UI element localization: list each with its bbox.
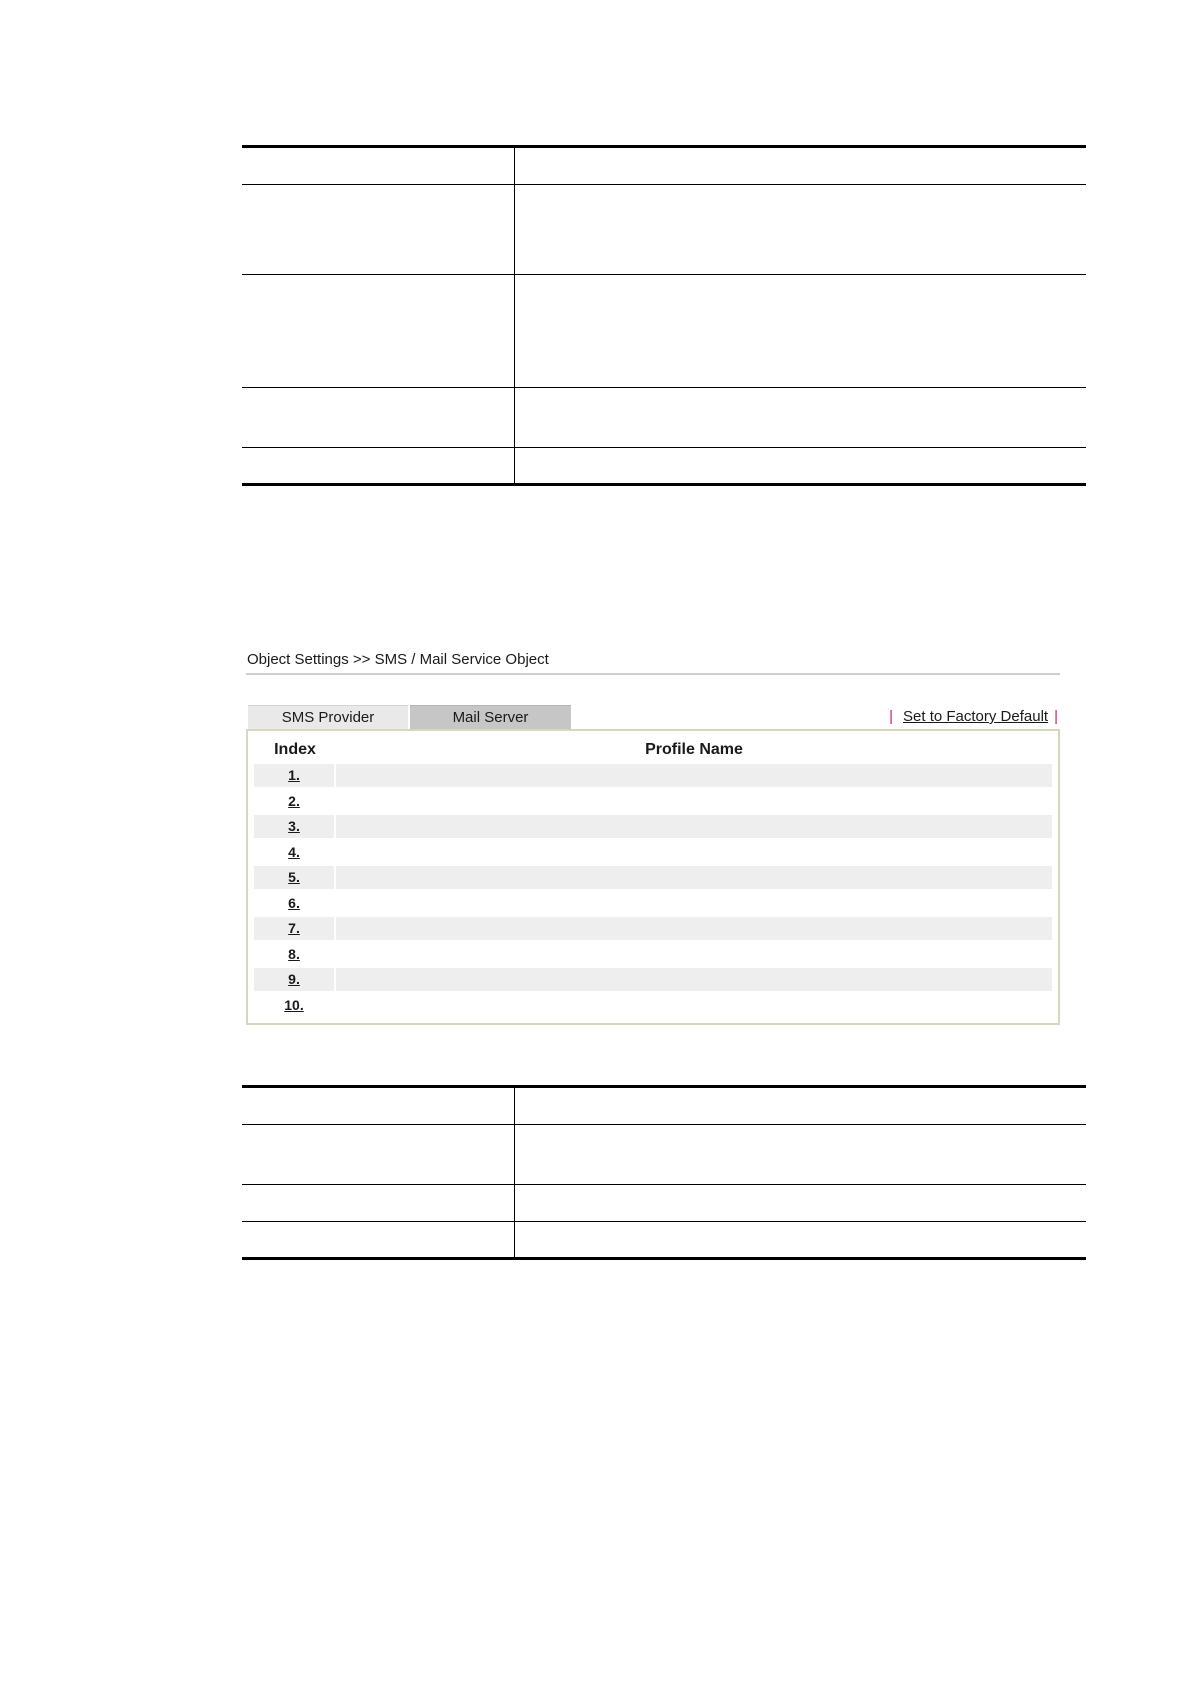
profile-index-link[interactable]: 4.	[288, 843, 300, 860]
profile-name-cell	[336, 994, 1052, 1017]
doc-table-top-cell	[242, 147, 515, 185]
row-index-cell	[254, 841, 334, 864]
set-to-factory-default-link[interactable]: Set to Factory Default	[903, 708, 1049, 725]
row-index-cell	[254, 943, 334, 966]
doc-table-top-cell	[515, 275, 1087, 388]
doc-table-bottom-cell	[242, 1222, 515, 1259]
doc-table-bottom-cell	[515, 1125, 1087, 1185]
profile-index-link[interactable]: 5.	[288, 869, 300, 885]
doc-table-top-cell	[515, 448, 1087, 485]
tab-bar	[246, 705, 1060, 729]
profile-index-link[interactable]: 1.	[288, 767, 300, 783]
profile-list	[246, 729, 1060, 1025]
profile-name-cell	[336, 815, 1052, 838]
doc-table-bottom-cell	[515, 1185, 1087, 1222]
profile-name-cell	[336, 866, 1052, 889]
doc-table-top-cell	[515, 147, 1087, 185]
profile-name-cell	[336, 917, 1052, 940]
profile-name-cell	[336, 943, 1052, 966]
table-row	[254, 764, 1052, 787]
row-index-cell	[254, 815, 334, 838]
table-row	[254, 790, 1052, 813]
doc-table-bottom-cell	[242, 1125, 515, 1185]
separator-pipe: |	[889, 708, 894, 725]
row-index-cell	[254, 764, 334, 787]
factory-default-area	[889, 705, 1058, 728]
profile-name-cell	[336, 764, 1052, 787]
doc-table-top-cell	[515, 388, 1087, 448]
doc-table-bottom	[242, 1085, 1086, 1260]
profile-name-cell	[336, 841, 1052, 864]
doc-table-bottom-cell	[242, 1185, 515, 1222]
doc-table-bottom-cell	[242, 1087, 515, 1125]
table-row	[254, 815, 1052, 838]
tab-mail-server[interactable]: Mail Server	[410, 705, 571, 729]
table-row	[254, 841, 1052, 864]
tab-sms-provider[interactable]: SMS Provider	[248, 705, 408, 729]
table-row	[254, 943, 1052, 966]
doc-table-top	[242, 145, 1086, 486]
doc-table-top-cell	[242, 388, 515, 448]
profile-name-cell	[336, 790, 1052, 813]
table-row	[254, 917, 1052, 940]
profile-index-link[interactable]: 10.	[284, 996, 304, 1013]
column-header-profile-name: Profile Name	[645, 741, 743, 758]
breadcrumb: Object Settings >> SMS / Mail Service Object	[246, 647, 1060, 675]
doc-table-top-cell	[515, 185, 1087, 275]
doc-table-top-cell	[242, 185, 515, 275]
list-header	[254, 736, 1052, 764]
profile-name-cell	[336, 892, 1052, 915]
profile-index-link[interactable]: 3.	[288, 818, 300, 834]
row-index-cell	[254, 994, 334, 1017]
profile-index-link[interactable]: 9.	[288, 971, 300, 987]
row-index-cell	[254, 917, 334, 940]
row-index-cell	[254, 790, 334, 813]
row-index-cell	[254, 866, 334, 889]
table-row	[254, 866, 1052, 889]
table-row	[254, 892, 1052, 915]
column-header-index: Index	[274, 741, 316, 758]
table-row	[254, 968, 1052, 991]
row-index-cell	[254, 892, 334, 915]
profile-index-link[interactable]: 8.	[288, 945, 300, 962]
separator-pipe: |	[1054, 708, 1058, 725]
profile-index-link[interactable]: 2.	[288, 792, 300, 809]
doc-table-top-cell	[242, 448, 515, 485]
profile-index-link[interactable]: 6.	[288, 894, 300, 911]
table-row	[254, 994, 1052, 1017]
row-index-cell	[254, 968, 334, 991]
mail-service-panel	[246, 647, 1060, 1025]
doc-table-top-cell	[242, 275, 515, 388]
doc-table-bottom-cell	[515, 1222, 1087, 1259]
profile-index-link[interactable]: 7.	[288, 920, 300, 936]
doc-table-bottom-cell	[515, 1087, 1087, 1125]
profile-name-cell	[336, 968, 1052, 991]
